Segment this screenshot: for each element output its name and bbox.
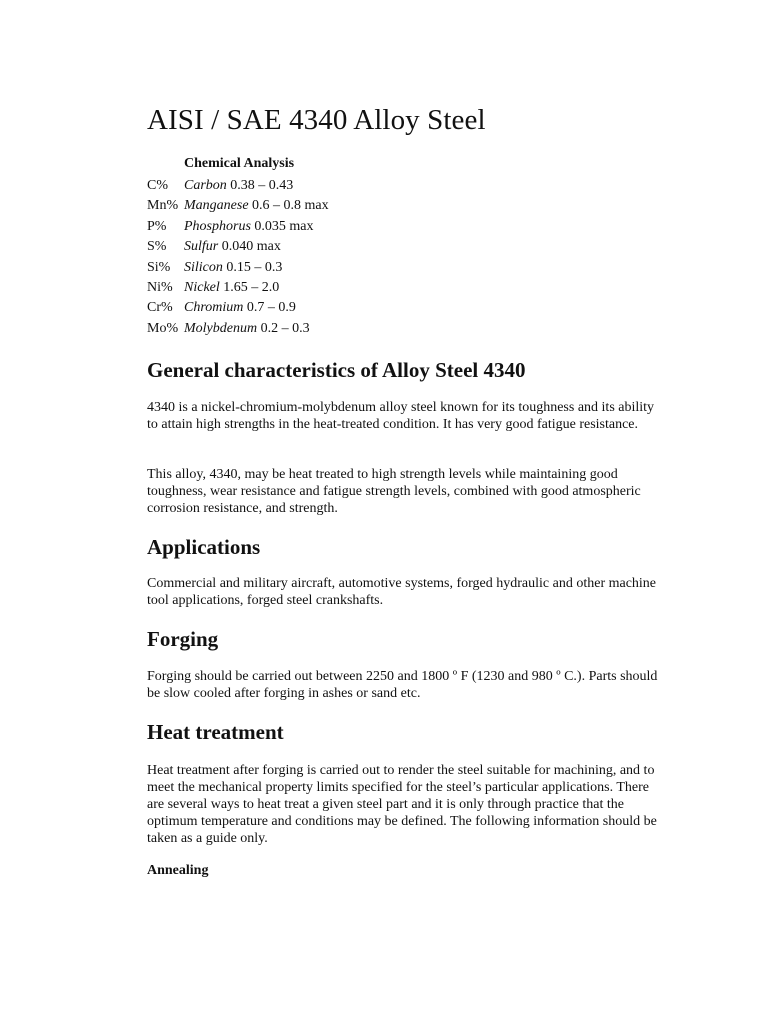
heat-treatment-heading: Heat treatment (147, 720, 284, 744)
chemical-analysis-heading: Chemical Analysis (184, 156, 295, 171)
general-characteristics-heading: General characteristics of Alloy Steel 4340 (147, 358, 526, 382)
chem-element: Silicon (184, 259, 223, 275)
chem-element: Manganese (184, 198, 249, 214)
chem-element: Molybdenum (184, 320, 258, 336)
chem-symbol: Cr% (147, 300, 173, 316)
chem-element: Phosphorus (184, 218, 251, 234)
chem-range: 0.38 – 0.43 (230, 178, 294, 193)
page-title: AISI / SAE 4340 Alloy Steel (147, 104, 486, 136)
chem-range: 1.65 – 2.0 (223, 279, 280, 295)
chem-symbol: Si% (147, 259, 171, 275)
chem-symbol: Mn% (147, 198, 179, 214)
chem-symbol: P% (147, 218, 167, 234)
chem-range: 0.035 max (254, 218, 314, 234)
applications-heading: Applications (147, 535, 261, 559)
applications-paragraph: Commercial and military aircraft, automotive systems, forged hydraulic and other machine tool applications, forged steel crankshafts. (147, 576, 657, 608)
chem-symbol: C% (147, 178, 168, 193)
chem-range: 0.2 – 0.3 (260, 320, 310, 336)
chem-element: Chromium (184, 300, 244, 316)
chem-element: Sulfur (184, 239, 219, 255)
general-paragraph-2: This alloy, 4340, may be heat treated to high strength levels while maintaining good toughness, wear resistance and fatigue strength levels, combined with good atmospheric corrosion resistance, and strength. (147, 467, 641, 516)
annealing-heading: Annealing (147, 863, 209, 878)
forging-paragraph: Forging should be carried out between 2250 and 1800 º F (1230 and 980 º C.). Parts should be slow cooled after forging in ashes or sand etc. (147, 669, 658, 701)
heat-treatment-paragraph: Heat treatment after forging is carried out to render the steel suitable for machining, and to meet the mechanical property limits specified for the steel’s particular applications. There are several ways to heat treat a given steel part and it is only through practice that the optimum temperature and conditions may be defined. The following information should be taken as a guide only. (147, 763, 657, 846)
general-paragraph-1: 4340 is a nickel-chromium-molybdenum alloy steel known for its toughness and its ability to attain high strengths in the heat-treated condition. It has very good fatigue resistance. (147, 400, 655, 432)
chem-symbol: Ni% (147, 279, 173, 295)
chem-range: 0.7 – 0.9 (246, 300, 296, 316)
chem-range: 0.6 – 0.8 max (252, 198, 329, 214)
chem-symbol: S% (147, 239, 167, 255)
chem-range: 0.15 – 0.3 (226, 259, 283, 275)
chem-range: 0.040 max (221, 239, 281, 255)
forging-heading: Forging (147, 627, 219, 651)
chem-element: Nickel (184, 279, 220, 295)
chem-element: Carbon (184, 178, 227, 193)
chem-symbol: Mo% (147, 320, 179, 336)
